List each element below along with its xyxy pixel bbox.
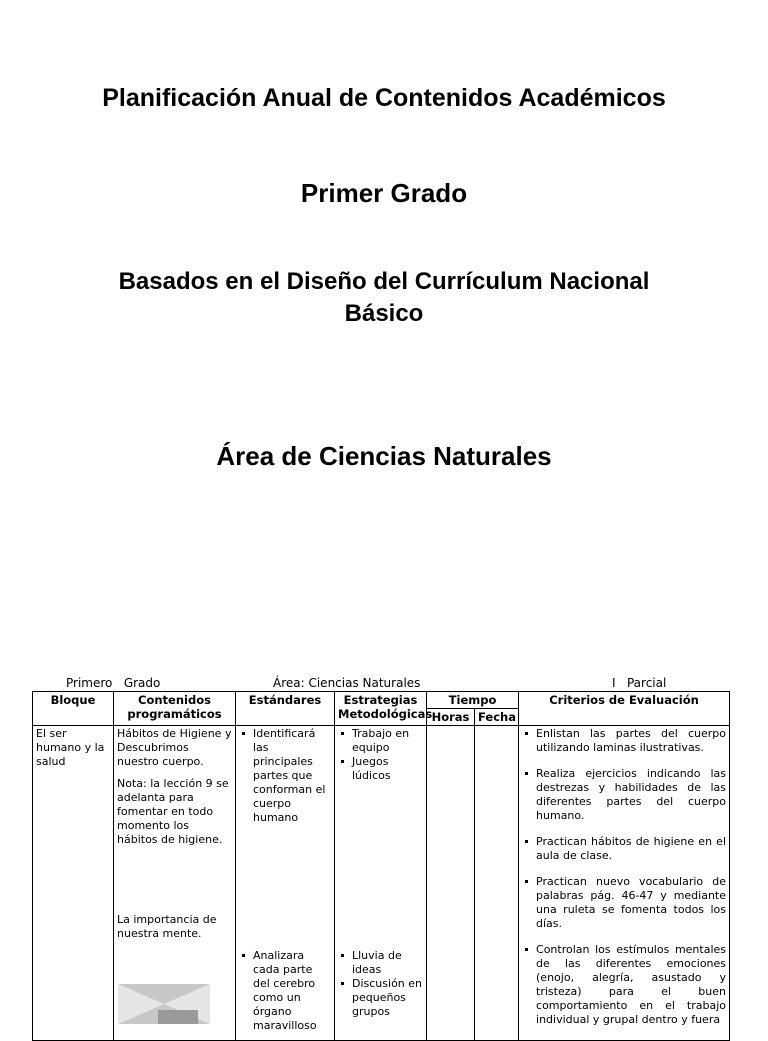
cell-estrategias: [335, 726, 427, 1041]
header-contenidos: Contenidos programáticos: [114, 692, 236, 726]
document-subtitle: Basados en el Diseño del Currículum Nacional Básico: [118, 268, 650, 327]
header-estandares: Estándares: [236, 692, 335, 726]
estandar-item: Analizara cada parte del cerebro como un órgano maravilloso: [253, 949, 331, 1033]
criterio-item: Realiza ejercicios indicando las destrezas y habilidades de las diferentes partes del cuerpo humano.: [536, 767, 727, 822]
table-area-label: Área: Ciencias Naturales: [273, 676, 421, 690]
grade-title: Primer Grado: [300, 178, 468, 208]
criterio-item: Enlistan las partes del cuerpo utilizando laminas ilustrativas.: [536, 727, 727, 754]
cell-horas: [427, 726, 475, 1041]
header-tiempo: Tiempo: [427, 692, 519, 709]
cell-criterios: [519, 726, 730, 1041]
table-grade-label: Primero Grado: [66, 676, 161, 690]
header-bloque: Bloque: [33, 692, 114, 726]
estrategia-item: Juegos lúdicos: [352, 755, 423, 783]
document-title: Planificación Anual de Contenidos Académicos: [102, 84, 666, 112]
contenido-item: La importancia de nuestra mente.: [117, 913, 217, 940]
cell-fecha: [475, 726, 519, 1041]
header-fecha: Fecha: [475, 709, 519, 726]
criterio-item: Practican nuevo vocabulario de palabras pág. 46-47 y mediante una ruleta se fomenta todos los días.: [536, 875, 727, 930]
cell-estandares: [236, 726, 335, 1041]
header-criterios: Criterios de Evaluación: [519, 692, 730, 726]
header-horas: Horas: [427, 709, 475, 726]
estrategia-item: Discusión en pequeños grupos: [352, 977, 423, 1018]
contenido-item: Hábitos de Higiene y Descubrimos nuestro cuerpo.: [117, 727, 232, 768]
illustration-image: [118, 984, 210, 1024]
estandar-item: Identificará las principales partes que conforman el cuerpo humano: [253, 727, 331, 825]
cell-bloque: [33, 726, 114, 1041]
bloque-text: El ser humano y la salud: [36, 727, 105, 768]
criterio-item: Practican hábitos de higiene en el aula de clase.: [536, 835, 727, 862]
table-parcial-label: I Parcial: [612, 676, 667, 690]
contenido-note: Nota: la lección 9 se adelanta para fomentar en todo momento los hábitos de higiene.: [117, 777, 229, 846]
criterio-item: Controlan los estímulos mentales de las diferentes emociones (enojo, alegría, asustado y tristeza) para el buen comportamiento en el trabajo individual y grupal dentro y fuera: [536, 943, 727, 1026]
estrategia-item: Lluvia de ideas: [352, 949, 423, 977]
header-estrategias: Estrategias Metodológicas: [335, 692, 427, 726]
estrategia-item: Trabajo en equipo: [352, 727, 423, 755]
area-title: Área de Ciencias Naturales: [216, 441, 552, 471]
